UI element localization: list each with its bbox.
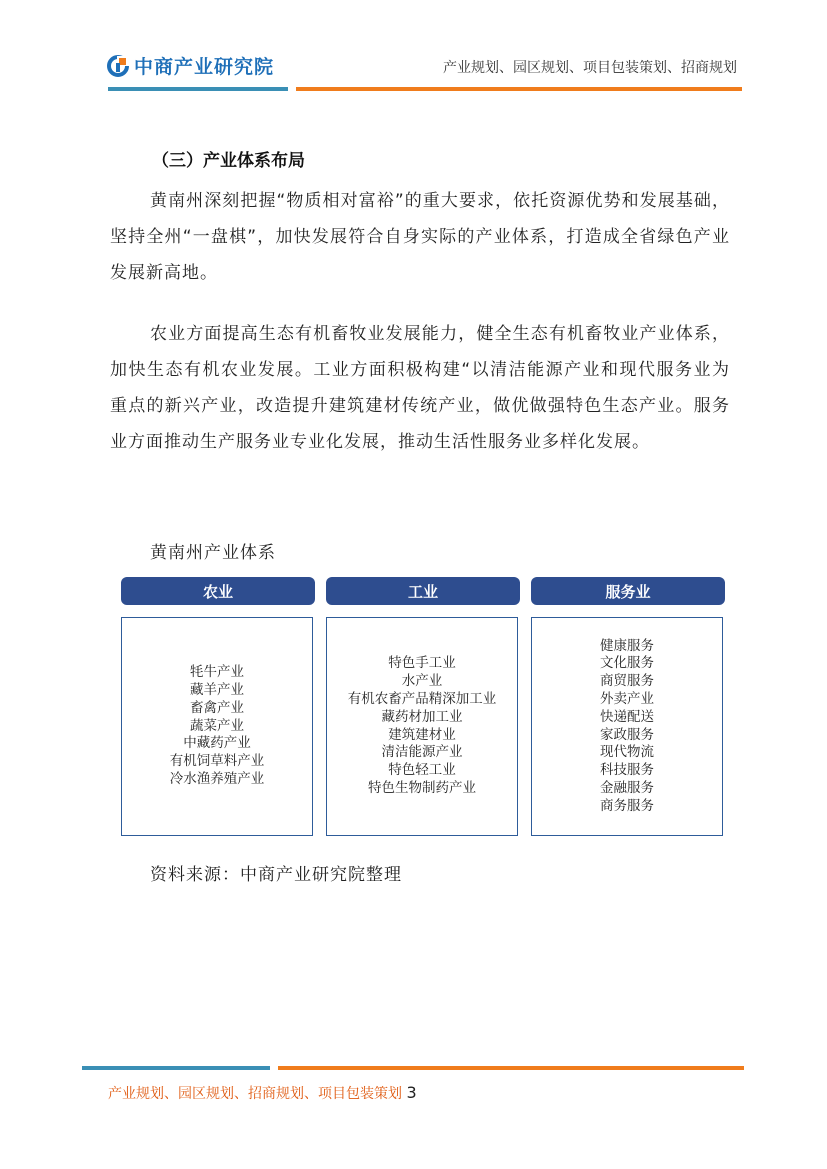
logo-mark-icon: [106, 54, 130, 78]
figure-source: 资料来源：中商产业研究院整理: [150, 865, 402, 885]
list-item: 有机农畜产品精深加工业: [347, 690, 497, 707]
list-item: 特色生物制药产业: [368, 779, 476, 796]
list-item: 藏羊产业: [190, 682, 244, 698]
body-paragraph: 黄南州深刻把握“物质相对富裕”的重大要求，依托资源优势和发展基础，坚持全州“一盘棋”，加快发展符合自身实际的产业体系，打造成全省绿色产业发展新高地。: [110, 191, 730, 283]
list-item: 现代物流: [600, 744, 654, 761]
list-item: 水产业: [401, 673, 443, 690]
column-header-industry: 工业: [326, 577, 520, 605]
list-item: 中藏药产业: [183, 735, 251, 752]
list-item: 外卖产业: [600, 690, 654, 707]
list-item: 商贸服务: [600, 673, 654, 690]
list-item: 商务服务: [600, 797, 654, 814]
footer: [108, 1083, 417, 1103]
services-list-box: [531, 617, 723, 836]
column-header-agriculture: 农业: [121, 577, 315, 605]
company-logo: [106, 52, 274, 79]
column-header-services: 服务业: [531, 577, 725, 605]
list-item: 藏药材加工业: [381, 708, 463, 725]
header-divider-orange: [296, 87, 742, 91]
list-item: 家政服务: [600, 726, 654, 743]
list-item: 冷水渔养殖产业: [169, 770, 265, 787]
list-item: 建筑建材业: [388, 726, 456, 743]
section-heading: （三）产业体系布局: [152, 151, 305, 171]
list-item: 牦牛产业: [190, 664, 244, 681]
list-item: 健康服务: [600, 637, 654, 654]
page-number: 3: [406, 1083, 417, 1102]
footer-divider-blue: [82, 1066, 270, 1070]
figure-caption: 黄南州产业体系: [150, 543, 276, 563]
body-paragraph: 农业方面提高生态有机畜牧业发展能力，健全生态有机畜牧业产业体系，加快生态有机农业发展。工业方面积极构建“以清洁能源产业和现代服务业为重点的新兴产业，改造提升建筑建材传统产业，做优做强特色生态产业。服务业方面推动生产服务业专业化发展，推动生活性服务业多样化发展。: [110, 324, 730, 452]
list-item: 有机饲草料产业: [169, 753, 265, 770]
list-item: 金融服务: [600, 779, 654, 796]
list-item: 蔬菜产业: [190, 717, 244, 734]
industry-list-box: [326, 617, 518, 836]
list-item: 清洁能源产业: [381, 744, 463, 761]
list-item: 科技服务: [600, 762, 654, 779]
agriculture-list-box: [121, 617, 313, 836]
logo-text: 中商产业研究院: [134, 56, 275, 78]
list-item: 文化服务: [600, 655, 654, 672]
list-item: 快递配送: [600, 708, 654, 725]
header-tagline: 产业规划、园区规划、项目包装策划、招商规划: [443, 60, 737, 76]
footer-divider-orange: [278, 1066, 744, 1070]
list-item: 特色轻工业: [388, 762, 456, 779]
list-item: 特色手工业: [388, 655, 456, 672]
list-item: 畜禽产业: [190, 699, 244, 716]
header-divider-blue: [108, 87, 288, 91]
footer-tagline: 产业规划、园区规划、招商规划、项目包装策划: [108, 1086, 402, 1102]
